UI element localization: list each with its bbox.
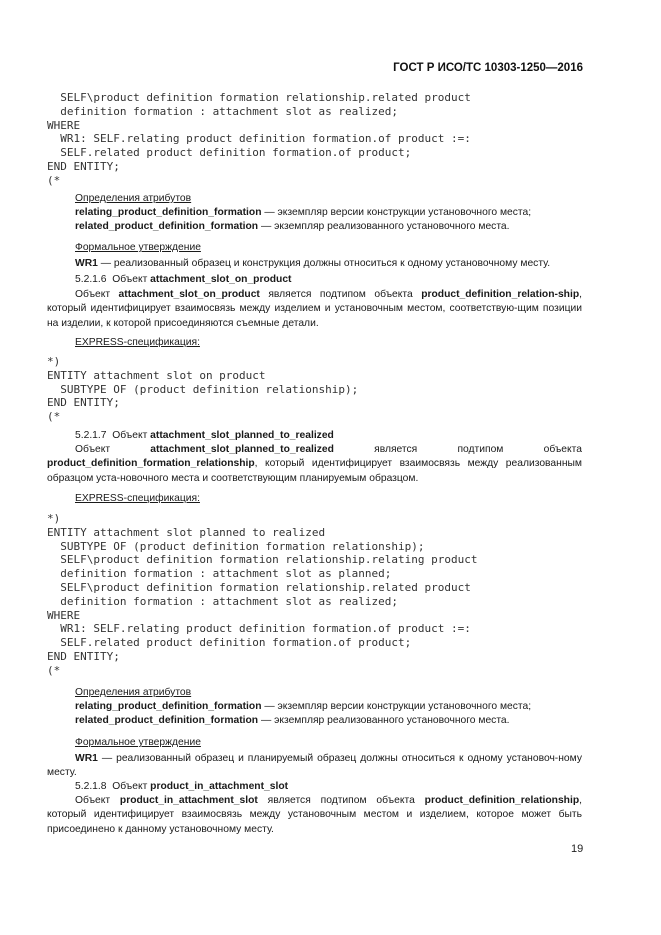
attribute-definition-relating: relating_product_definition_formation — экземпляр версии конструкции установочного места;	[75, 207, 532, 218]
attribute-definition-related: related_product_definition_formation — экземпляр реализованного установочного места.	[75, 715, 510, 726]
express-code-block-1: SELF\product definition formation relationship.related product definition formation : attachment slot as realized; WHERE WR1: SELF.relating product definition formation.of product :=: SELF.related product definition formation.of product; END ENTITY; (*	[47, 91, 471, 187]
section-heading-5-2-1-7: 5.2.1.7 Объект attachment_slot_planned_to_realized	[75, 430, 334, 441]
express-code-block-2: *) ENTITY attachment slot on product SUBTYPE OF (product definition relationship); END ENTITY; (*	[47, 355, 359, 424]
section-heading-5-2-1-8: 5.2.1.8 Объект product_in_attachment_slot	[75, 781, 289, 792]
express-code-block-3: *) ENTITY attachment slot planned to realized SUBTYPE OF (product definition formation relationship); SELF\product definition formation relationship.relating product definition formation : attachment slot as planned; SELF\product definition formation relationship.related product definition formation : attachment slot as realized; WHERE WR1: SELF.relating product definition formation.of product :=: SELF.related product definition formation.of product; END ENTITY; (*	[47, 512, 478, 677]
attribute-definitions-heading: Определения атрибутов	[75, 193, 192, 204]
entity-description-paragraph: Объект attachment_slot_on_product является подтипом объекта product_definition_relation-ship, который идентифицирует взаимосвязь между изделием и установочным местом, соответствую-щим позиции на изделии, к которой присоединяются съемные детали.	[47, 289, 582, 329]
where-rule-wr1: WR1 — реализованный образец и конструкция должны относиться к одному установочному месту.	[75, 258, 551, 269]
express-specification-label: EXPRESS-спецификация:	[75, 337, 200, 348]
page-number: 19	[571, 843, 584, 855]
entity-description-paragraph: Объект attachment_slot_planned_to_realized является подтипом объекта product_definition_formation_relationship, который идентифицирует взаимосвязь между реализованным образцом уста-новочного места и соответствующим планируемым образцом.	[47, 444, 582, 484]
entity-description-paragraph: Объект product_in_attachment_slot является подтипом объекта product_definition_relationship, который идентифицирует взаимосвязь между установочным местом и изделием, которое может быть присоединено к данному установочному месту.	[47, 795, 582, 835]
attribute-definition-relating: relating_product_definition_formation — экземпляр версии конструкции установочного места;	[75, 701, 532, 712]
attribute-definitions-heading: Определения атрибутов	[75, 687, 192, 698]
document-header: ГОСТ Р ИСО/ТС 10303-1250—2016	[393, 62, 583, 74]
express-specification-label: EXPRESS-спецификация:	[75, 493, 200, 504]
attribute-definition-related: related_product_definition_formation — экземпляр реализованного установочного места.	[75, 221, 510, 232]
formal-proposition-heading: Формальное утверждение	[75, 737, 201, 748]
section-heading-5-2-1-6: 5.2.1.6 Объект attachment_slot_on_product	[75, 274, 292, 285]
formal-proposition-heading: Формальное утверждение	[75, 242, 201, 253]
where-rule-wr1: WR1 — реализованный образец и планируемый образец должны относиться к одному установоч-ному месту.	[47, 753, 582, 779]
